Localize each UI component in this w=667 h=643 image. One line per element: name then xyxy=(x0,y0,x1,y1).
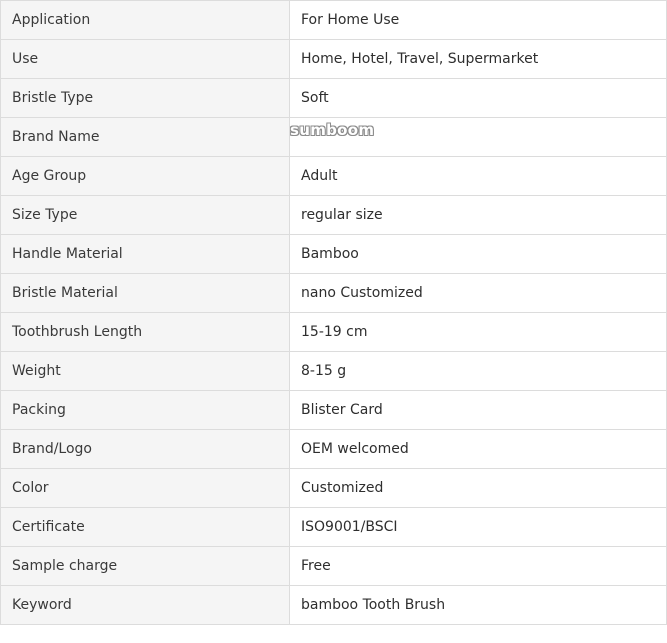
spec-value: Home, Hotel, Travel, Supermarket xyxy=(290,40,667,79)
spec-row-bristle-type xyxy=(1,79,667,118)
spec-value: ISO9001/BSCI xyxy=(290,508,667,547)
spec-key: Sample charge xyxy=(1,547,290,586)
spec-key: Color xyxy=(1,469,290,508)
spec-key: Brand Name xyxy=(1,118,290,157)
spec-value: For Home Use xyxy=(290,1,667,40)
spec-row-bristle-material xyxy=(1,274,667,313)
spec-row-handle-material xyxy=(1,235,667,274)
spec-row-use xyxy=(1,40,667,79)
brand-logo: sumboom xyxy=(290,121,375,139)
spec-key: Application xyxy=(1,1,290,40)
spec-row-size-type xyxy=(1,196,667,235)
spec-row-brand-logo xyxy=(1,430,667,469)
brand-logo-cell xyxy=(290,118,667,157)
spec-row-color xyxy=(1,469,667,508)
spec-value: Customized xyxy=(290,469,667,508)
spec-row-age-group xyxy=(1,157,667,196)
spec-value: nano Customized xyxy=(290,274,667,313)
spec-key: Size Type xyxy=(1,196,290,235)
spec-row-packing xyxy=(1,391,667,430)
spec-key: Use xyxy=(1,40,290,79)
spec-row-toothbrush-length xyxy=(1,313,667,352)
spec-value: Bamboo xyxy=(290,235,667,274)
spec-key: Keyword xyxy=(1,586,290,625)
spec-key: Packing xyxy=(1,391,290,430)
spec-value: 15-19 cm xyxy=(290,313,667,352)
spec-row-weight xyxy=(1,352,667,391)
spec-value: Soft xyxy=(290,79,667,118)
spec-value: regular size xyxy=(290,196,667,235)
spec-value: Free xyxy=(290,547,667,586)
spec-key: Certificate xyxy=(1,508,290,547)
spec-key: Bristle Type xyxy=(1,79,290,118)
spec-row-certificate xyxy=(1,508,667,547)
spec-row-sample-charge xyxy=(1,547,667,586)
spec-key: Weight xyxy=(1,352,290,391)
spec-row-keyword xyxy=(1,586,667,625)
spec-row-application xyxy=(1,1,667,40)
spec-value: bamboo Tooth Brush xyxy=(290,586,667,625)
spec-key: Bristle Material xyxy=(1,274,290,313)
spec-key: Age Group xyxy=(1,157,290,196)
spec-value: OEM welcomed xyxy=(290,430,667,469)
spec-row-brand-name xyxy=(1,118,667,157)
spec-key: Toothbrush Length xyxy=(1,313,290,352)
spec-key: Brand/Logo xyxy=(1,430,290,469)
spec-key: Handle Material xyxy=(1,235,290,274)
spec-value: Blister Card xyxy=(290,391,667,430)
spec-value: Adult xyxy=(290,157,667,196)
spec-value: 8-15 g xyxy=(290,352,667,391)
